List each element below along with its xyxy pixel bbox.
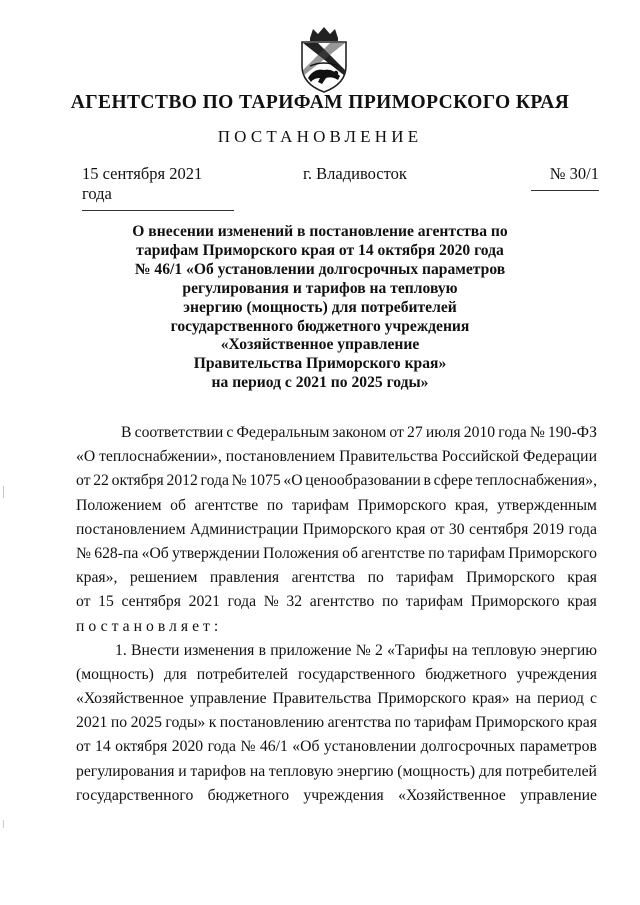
word: тарифам: [405, 593, 464, 611]
word: «Об: [292, 738, 320, 756]
word: №: [240, 738, 256, 756]
word: ценообразовании: [305, 472, 421, 490]
word: энергию: [337, 762, 394, 780]
word: к: [208, 714, 217, 732]
word: (мощность): [397, 762, 476, 780]
word: края: [395, 520, 426, 538]
word: учреждения: [303, 786, 384, 804]
word: от: [429, 520, 445, 538]
word: года: [227, 593, 257, 611]
word: 2021: [188, 593, 220, 611]
word: агентстве: [194, 496, 259, 514]
text-line: [76, 687, 597, 711]
word: сентября: [468, 520, 529, 538]
text-line: [76, 494, 597, 518]
resolution-line: [76, 615, 597, 639]
word: В: [121, 424, 132, 441]
word: 30: [448, 520, 465, 538]
word: Приморского: [475, 714, 564, 732]
text-line: [76, 566, 597, 590]
word: Правительства: [339, 448, 438, 466]
word: утвержденным: [497, 496, 597, 514]
document-city: г. Владивосток: [303, 164, 407, 183]
word: агентства: [327, 714, 392, 732]
word: по: [428, 544, 445, 562]
agency-name: АГЕНТСТВО ПО ТАРИФАМ ПРИМОРСКОГО КРАЯ: [70, 92, 570, 113]
title-line: тарифам Приморского края от 14 октября 2020 года: [136, 241, 504, 259]
word: Приморского: [466, 569, 555, 587]
word: постановлению: [219, 714, 325, 732]
word: 22: [93, 472, 109, 490]
word: октября: [111, 472, 164, 490]
word: по: [367, 569, 384, 587]
word: для: [478, 762, 502, 780]
word: 27: [407, 424, 423, 441]
word: Приморского: [470, 593, 560, 611]
text-line: [76, 518, 597, 542]
word: Приморского: [302, 520, 392, 538]
word: законом: [332, 424, 387, 441]
word: от: [76, 738, 91, 756]
word: приложение: [270, 641, 352, 659]
word: 1.: [115, 641, 127, 659]
word: от: [76, 593, 91, 611]
word: сфере: [433, 472, 473, 490]
word: агентстве: [361, 544, 425, 562]
document-type: ПОСТАНОВЛЕНИЕ: [217, 127, 423, 146]
text-line: [76, 639, 597, 663]
word: года: [568, 520, 597, 538]
scan-edge-mark: [3, 820, 4, 828]
text-line: [76, 735, 597, 759]
word: по: [381, 593, 399, 611]
document-date: 15 сентября 2021 года: [82, 164, 234, 211]
title-line: № 46/1 «Об установлении долгосрочных параметров: [134, 260, 506, 278]
word: года: [200, 472, 229, 490]
resolves-word: постановляет:: [76, 617, 223, 635]
word: «О: [283, 472, 303, 490]
text-line: [76, 590, 597, 614]
word: параметров: [519, 738, 597, 756]
word: потребителей: [505, 762, 597, 780]
word: 46/1: [259, 738, 288, 756]
title-line: государственного бюджетного учреждения: [170, 317, 470, 335]
word: теплоснабжения»,: [475, 472, 597, 490]
word: 2021: [76, 714, 108, 732]
text-line: [76, 760, 597, 784]
word: 2: [374, 641, 383, 659]
word: от: [76, 472, 91, 490]
word: постановлением: [76, 520, 186, 538]
document-body: [76, 421, 597, 808]
word: края: [567, 569, 597, 587]
text-line: [76, 663, 597, 687]
word: долгосрочных: [420, 738, 516, 756]
word: №: [231, 472, 247, 490]
title-line: на период с 2021 по 2025 годы»: [211, 374, 429, 392]
word: №: [263, 593, 279, 611]
word: Внести: [131, 641, 180, 659]
word: края»,: [76, 569, 118, 587]
word: об: [170, 496, 186, 514]
word: Федеральным: [236, 424, 330, 441]
word: агентство: [309, 593, 375, 611]
word: по: [266, 496, 284, 514]
word: №: [355, 641, 371, 659]
word: «Об: [141, 544, 169, 562]
word: с: [226, 424, 234, 441]
title-line: регулирования и тарифов на тепловую: [182, 279, 458, 297]
word: 2010: [463, 424, 496, 441]
word: Приморского: [508, 544, 597, 562]
word: 14: [94, 738, 111, 756]
word: годы»: [165, 714, 206, 732]
word: государственного: [76, 786, 194, 804]
word: в: [423, 472, 431, 490]
word: бюджетного: [425, 665, 507, 683]
word: 2020: [171, 738, 204, 756]
word: соответствии: [134, 424, 224, 441]
word: Федерации: [522, 448, 597, 466]
word: тарифам: [447, 544, 505, 562]
word: 2012: [166, 472, 198, 490]
word: управление: [520, 786, 597, 804]
text-line: [76, 784, 597, 808]
word: года: [498, 424, 527, 441]
title-line: «Хозяйственное управление: [220, 336, 420, 354]
word: правления: [209, 569, 280, 587]
word: тепловую: [471, 641, 537, 659]
word: октября: [115, 738, 168, 756]
word: утверждении: [172, 544, 260, 562]
word: 2025: [130, 714, 162, 732]
title-line: энергию (мощность) для потребителей: [183, 298, 457, 316]
word: 32: [286, 593, 303, 611]
word: изменения: [183, 641, 255, 659]
word: период: [537, 690, 584, 708]
word: на: [515, 690, 531, 708]
preamble-paragraph: [76, 421, 597, 615]
word: тарифам: [414, 714, 472, 732]
word: агентства: [291, 569, 356, 587]
word: края: [567, 593, 597, 611]
text-line: [76, 542, 597, 566]
word: на: [452, 641, 468, 659]
word: потребителей: [196, 665, 289, 683]
word: Положения: [263, 544, 339, 562]
word: сентября: [121, 593, 181, 611]
word: тарифов: [190, 762, 247, 780]
word: бюджетного: [207, 786, 290, 804]
word: теплоснабжении»,: [99, 448, 222, 466]
word: июля: [425, 424, 461, 441]
word: установлении: [323, 738, 417, 756]
word: «Тарифы: [387, 641, 449, 659]
word: для: [163, 665, 187, 683]
word: тарифам: [396, 569, 454, 587]
word: «Хозяйственное: [398, 786, 506, 804]
word: 1075: [249, 472, 281, 490]
word: 2019: [532, 520, 565, 538]
word: Российской: [441, 448, 519, 466]
text-line: [76, 711, 597, 735]
document-number: № 30/1: [531, 164, 599, 191]
word: учреждения: [516, 665, 597, 683]
title-line: О внесении изменений в постановление агентства по: [132, 223, 508, 240]
word: энергию: [540, 641, 597, 659]
text-line: [76, 469, 597, 493]
word: регулирования: [76, 762, 175, 780]
document-title: [100, 223, 540, 393]
word: края: [567, 714, 597, 732]
word: Приморского: [357, 496, 447, 514]
word: №: [76, 544, 91, 562]
word: тарифам: [291, 496, 349, 514]
word: Правительства: [272, 690, 372, 708]
word: Положением: [76, 496, 162, 514]
title-line: Правительства Приморского края»: [193, 355, 447, 373]
word: об: [342, 544, 358, 562]
word: от: [389, 424, 404, 441]
word: государственного: [297, 665, 416, 683]
word: края,: [454, 496, 489, 514]
word: Приморского: [377, 690, 467, 708]
word: года: [207, 738, 236, 756]
word: Администрации: [189, 520, 299, 538]
word: в: [258, 641, 266, 659]
item-1-paragraph: [76, 639, 597, 808]
word: постановлением: [225, 448, 336, 466]
coat-of-arms-icon: [296, 26, 352, 94]
word: края»: [472, 690, 510, 708]
text-line: [76, 445, 597, 469]
scan-edge-mark: [3, 486, 4, 498]
word: 190-ФЗ: [547, 424, 597, 441]
word: 15: [98, 593, 114, 611]
word: на: [249, 762, 266, 780]
word: (мощность): [76, 665, 154, 683]
word: №: [529, 424, 545, 441]
word: управление: [189, 690, 267, 708]
word: по: [110, 714, 128, 732]
word: и: [178, 762, 187, 780]
word: по: [394, 714, 411, 732]
text-line: [76, 421, 597, 445]
word: решением: [129, 569, 198, 587]
word: тепловую: [268, 762, 334, 780]
word: «О: [76, 448, 96, 466]
word: «Хозяйственное: [76, 690, 184, 708]
word: 628-па: [94, 544, 139, 562]
word: с: [590, 690, 597, 708]
